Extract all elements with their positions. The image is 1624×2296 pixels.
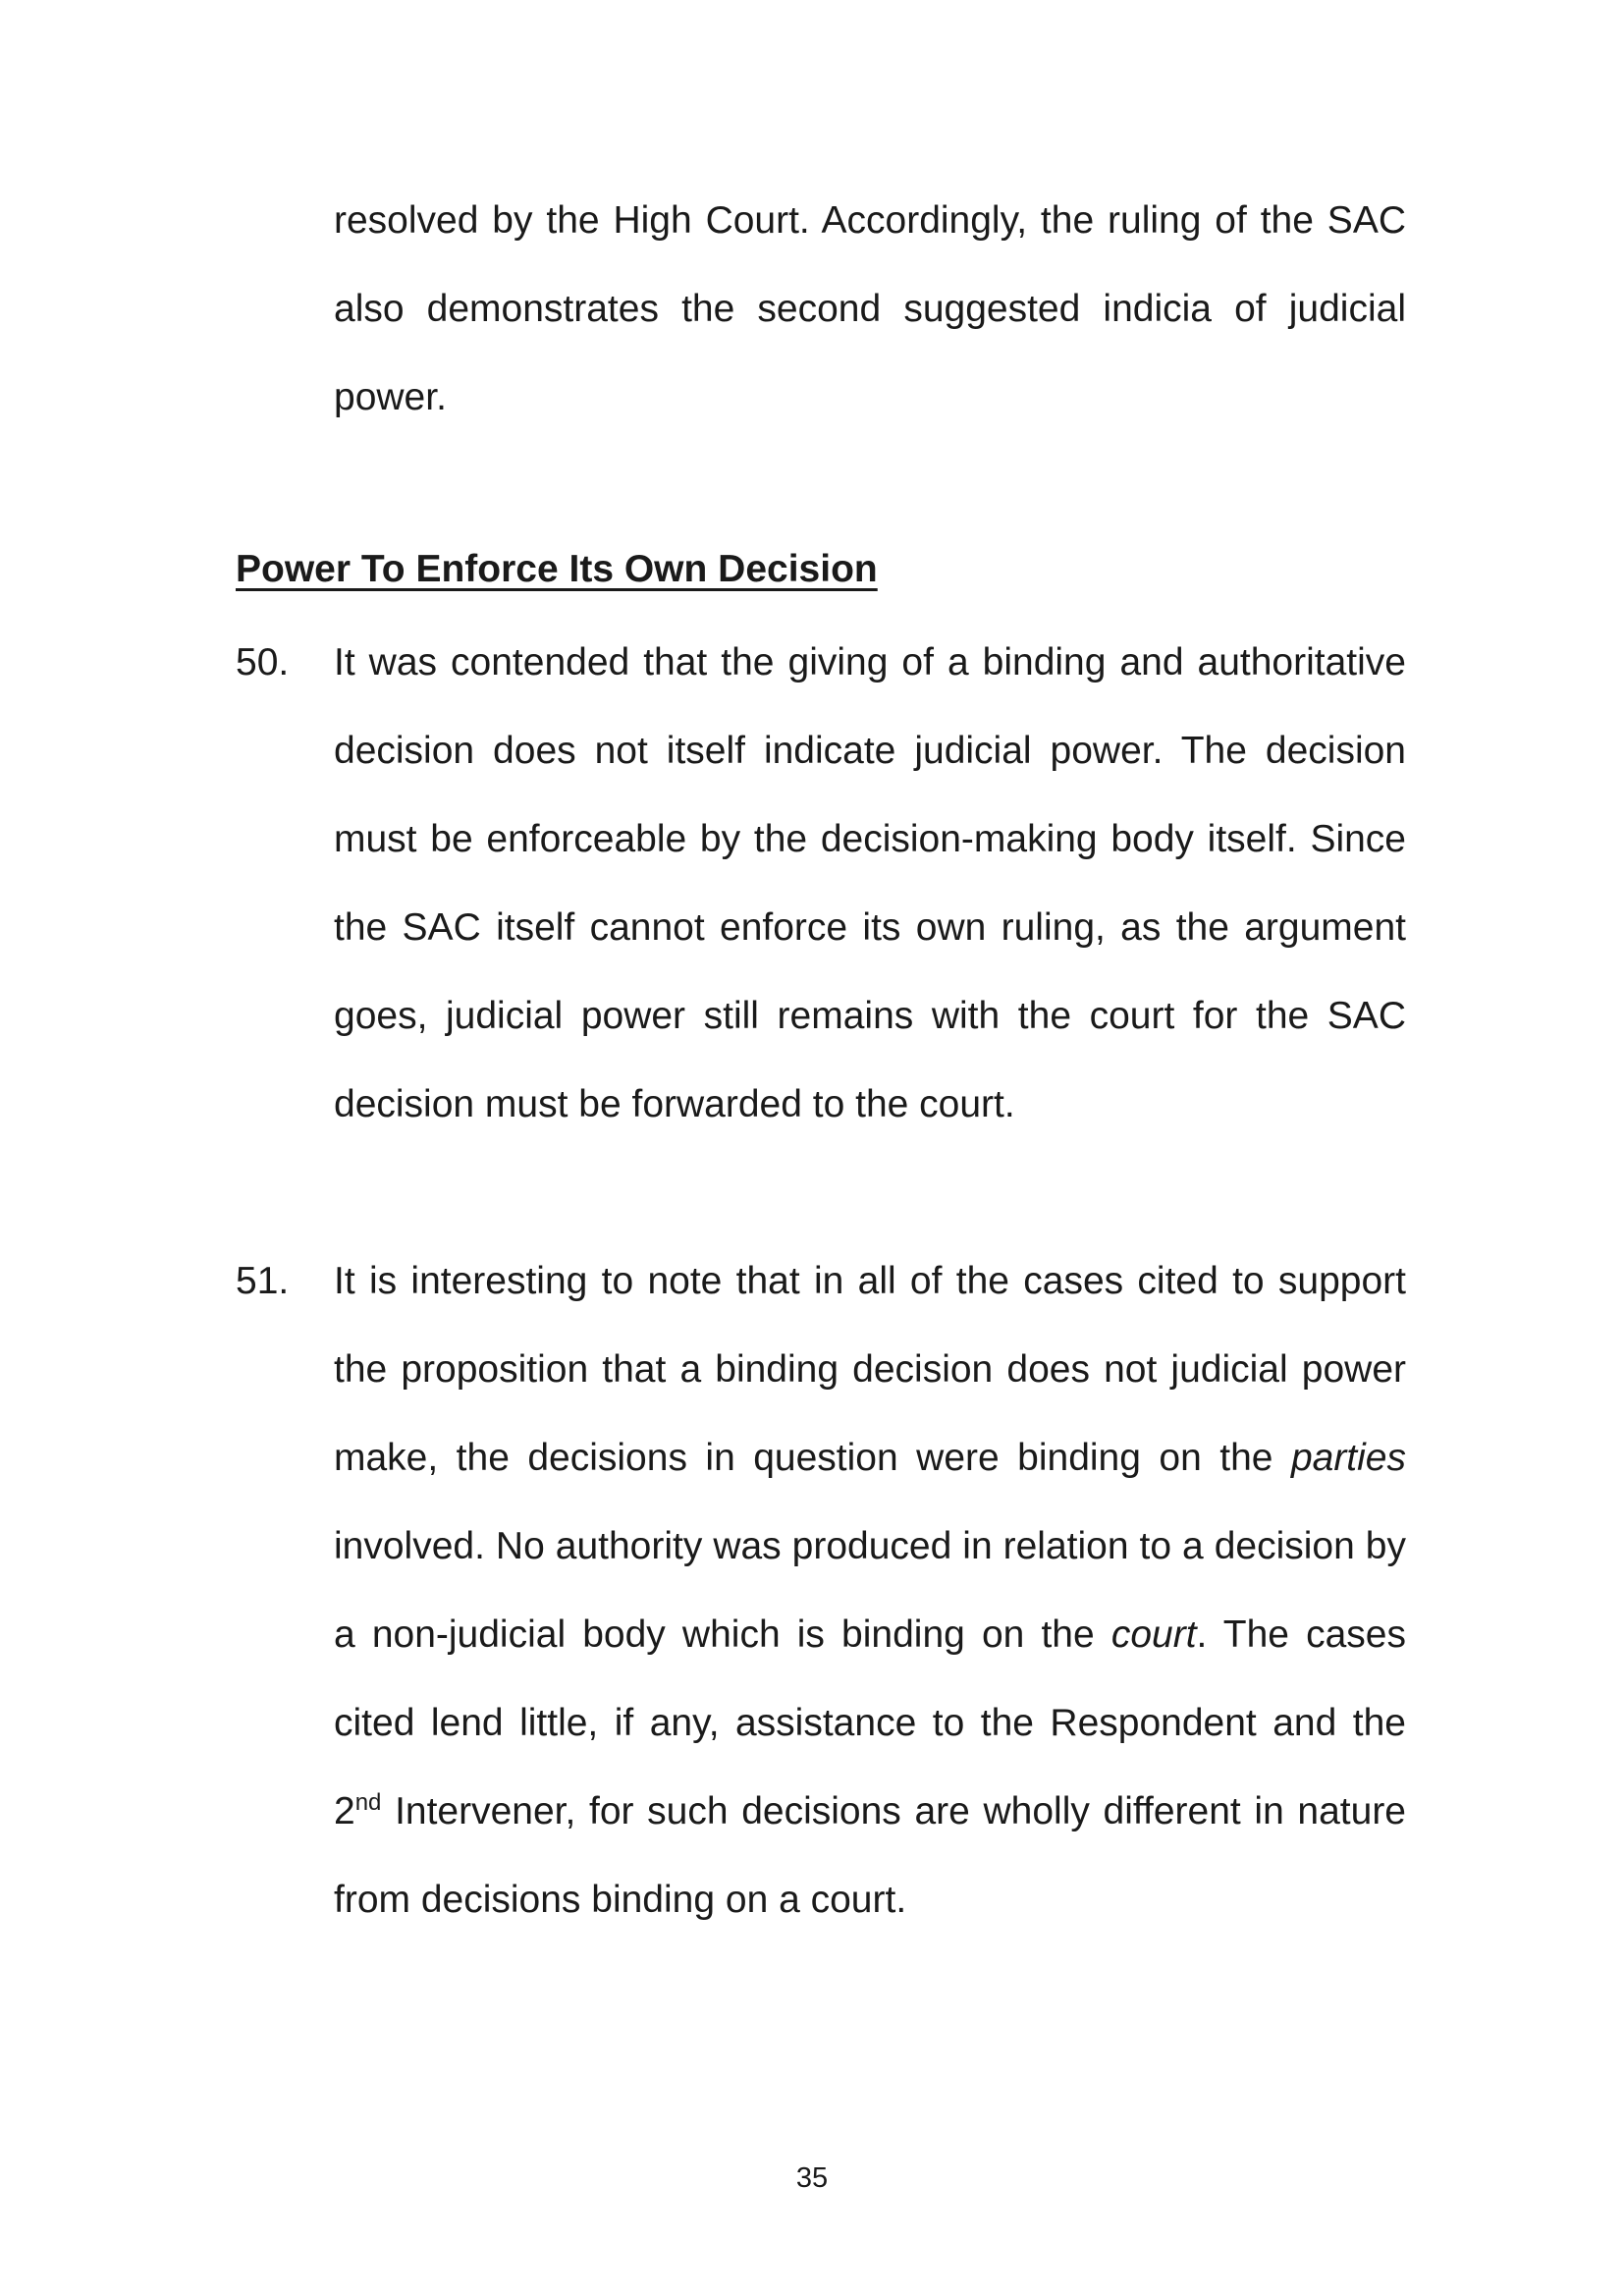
paragraph-number-51: 51.	[236, 1260, 290, 1302]
paragraph-50-text: It was contended that the giving of a binding and authoritative decision does not itself indicate judicial power. The decision must be enforceable by the decision-making body itself. Since the SAC itself cannot enforce its own ruling, as the argument goes, judicial power still remains with the court for the SAC decision must be forwarded to the court.	[334, 641, 1406, 1125]
paragraph-51-text-part1: It is interesting to note that in all of the cases cited to support the proposition that a binding decision does not judicial power make, the decisions in question were binding on the	[334, 1260, 1406, 1479]
page-number: 35	[795, 2162, 829, 2194]
italic-court: court	[1110, 1613, 1197, 1656]
paragraph-51-text-part2: involved. No authority was produced in relation to a decision by a non-judicial body which is binding on the	[334, 1525, 1406, 1656]
paragraph-51-text-part4: Intervener, for such decisions are wholly different in nature from decisions binding on a court.	[334, 1790, 1406, 1921]
ordinal-superscript: nd	[354, 1789, 382, 1816]
continued-paragraph: resolved by the High Court. Accordingly, the ruling of the SAC also demonstrates the second suggested indicia of judicial power.	[334, 199, 1406, 418]
paragraph-51-text	[334, 1237, 1406, 1944]
italic-parties: parties	[1290, 1437, 1406, 1479]
section-heading: Power To Enforce Its Own Decision	[236, 548, 878, 590]
paragraph-51-text-part3: . The cases cited lend little, if any, assistance to the Respondent and the 2	[334, 1613, 1406, 1832]
paragraph-number-50: 50.	[236, 641, 290, 683]
